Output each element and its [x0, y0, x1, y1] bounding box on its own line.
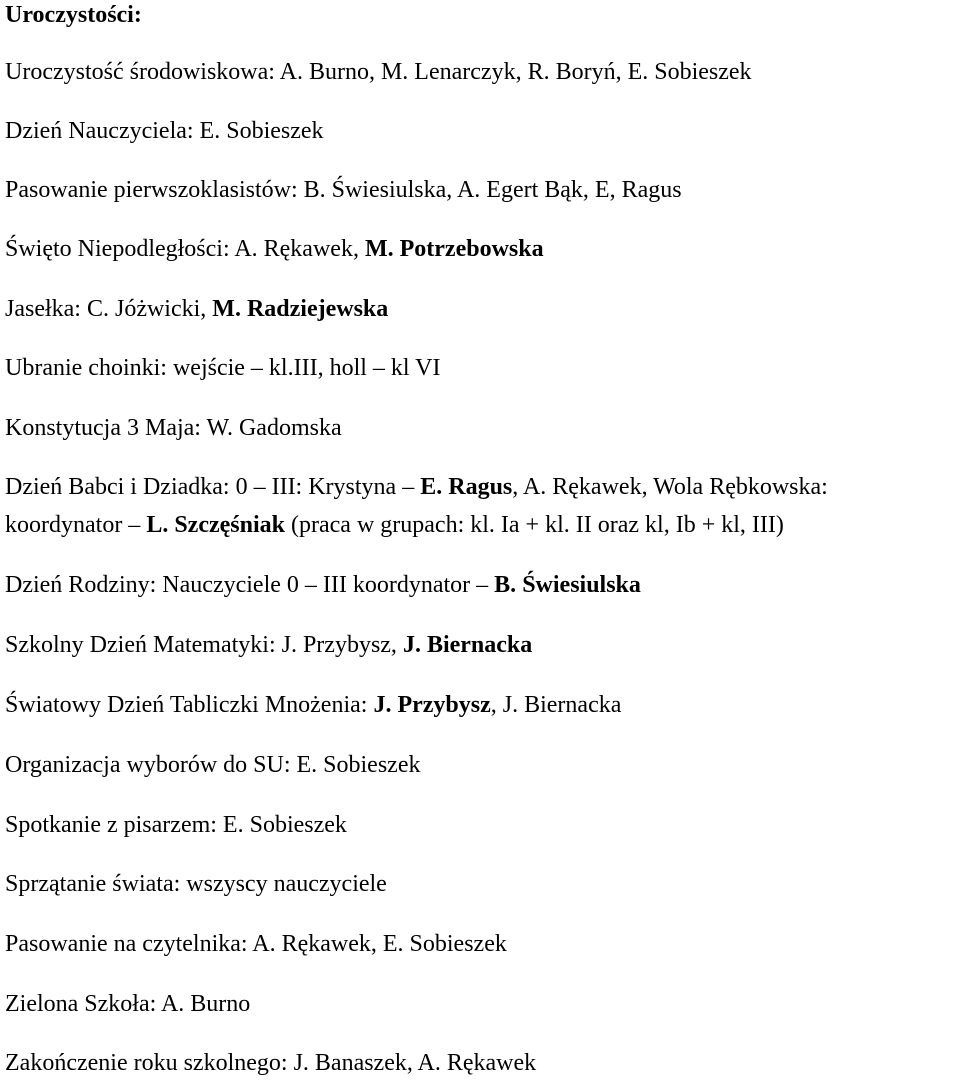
item-text: Dzień Rodziny: Nauczyciele 0 – III koordynator – — [5, 572, 495, 598]
item-text-bold: J. — [373, 692, 392, 718]
list-item — [5, 869, 387, 899]
list-item — [5, 353, 440, 383]
item-text: Dzień Nauczyciela: E. Sobieszek — [5, 118, 324, 144]
list-item — [5, 413, 342, 443]
list-item — [5, 810, 347, 840]
item-text-bold: Potrzebowska — [399, 236, 544, 262]
item-text: Uroczystość środowiskowa: A. Burno, M. Lenarczyk, R. Boryń, E. Sobieszek — [5, 59, 752, 85]
item-text-bold: Radziejewska — [246, 296, 389, 322]
item-text-bold: M. — [364, 236, 394, 262]
list-item — [5, 234, 544, 264]
item-text: Święto Niepodległości: A. Rękawek, — [5, 236, 365, 262]
list-item — [5, 929, 507, 959]
list-item — [5, 1048, 536, 1078]
item-text-bold: B. — [494, 572, 517, 598]
item-text-bold: Szczęśniak — [174, 512, 285, 538]
item-text: Spotkanie z pisarzem: E. Sobieszek — [5, 812, 347, 838]
list-item — [5, 472, 828, 502]
list-item — [5, 175, 682, 205]
list-item-continuation — [5, 510, 784, 540]
item-text: Konstytucja 3 Maja: W. Gadomska — [5, 415, 342, 441]
item-text: Pasowanie pierwszoklasistów: B. Świesiulska, A. Egert Bąk, E, Ragus — [5, 177, 682, 203]
item-text: Zielona Szkoła: A. Burno — [5, 991, 251, 1017]
list-item — [5, 116, 324, 146]
item-text: Organizacja wyborów do SU: E. Sobieszek — [5, 752, 421, 778]
list-item — [5, 57, 752, 87]
list-item — [5, 630, 532, 660]
list-item — [5, 690, 621, 720]
list-item — [5, 989, 250, 1019]
item-text: Jasełka: C. Jóżwicki, — [5, 296, 213, 322]
item-text: , J. Biernacka — [490, 692, 622, 718]
item-text: Szkolny Dzień Matematyki: J. Przybysz, — [5, 632, 403, 658]
item-text-bold: E. — [420, 474, 443, 500]
item-text: Dzień Babci i Dziadka: 0 – III: Krystyna – — [5, 474, 421, 500]
item-text-bold: J. — [402, 632, 421, 658]
item-text: , A. Rękawek, Wola Rębkowska: — [512, 474, 828, 500]
list-item — [5, 294, 388, 324]
item-text-bold: Świesiulska — [522, 572, 641, 598]
section-heading: Uroczystości: — [5, 2, 142, 28]
item-text: Ubranie choinki: wejście – kl.III, holl – kl VI — [5, 355, 441, 381]
item-text: koordynator – — [5, 512, 147, 538]
item-text-bold: M. — [212, 296, 241, 322]
list-item — [5, 750, 420, 780]
list-item — [5, 570, 641, 600]
item-text: Zakończenie roku szkolnego: J. Banaszek, A. Rękawek — [5, 1050, 537, 1076]
item-text-bold: L. — [146, 512, 169, 538]
item-text: Światowy Dzień Tabliczki Mnożenia: — [5, 692, 374, 718]
item-text-bold: Ragus — [448, 474, 513, 500]
item-text: Pasowanie na czytelnika: A. Rękawek, E. Sobieszek — [5, 931, 507, 957]
item-text-bold: Biernacka — [426, 632, 533, 658]
item-text-bold: Przybysz — [397, 692, 491, 718]
item-text: Sprzątanie świata: wszyscy nauczyciele — [5, 871, 387, 897]
item-text: (praca w grupach: kl. Ia + kl. II oraz kl, Ib + kl, III) — [285, 512, 784, 538]
